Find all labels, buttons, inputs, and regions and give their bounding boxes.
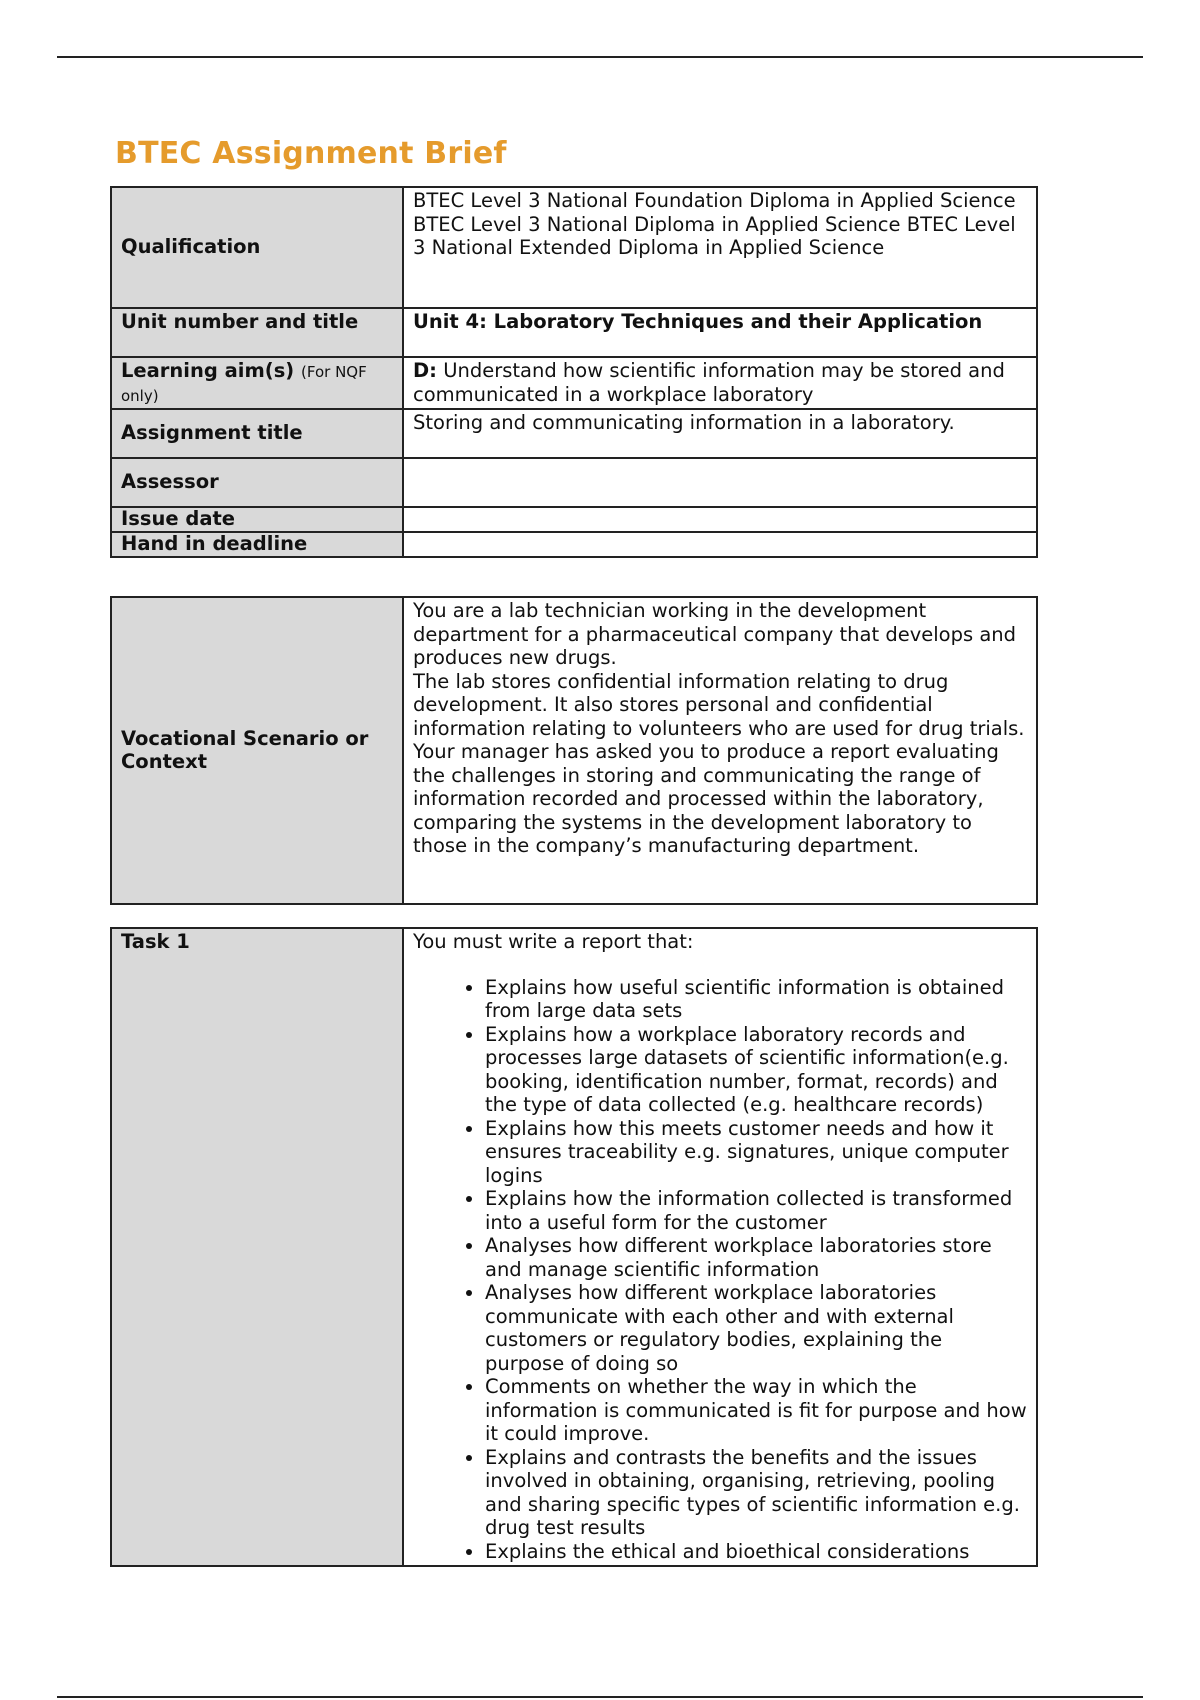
scenario-label: Vocational Scenario or Context — [111, 597, 403, 904]
task1-row — [111, 928, 1037, 1566]
qualification-value: BTEC Level 3 National Foundation Diploma in Applied Science BTEC Level 3 National Diploma in Applied Science BTEC Level 3 National Extended Diploma in Applied Science — [403, 187, 1037, 308]
assignment-title-row — [111, 409, 1037, 458]
learning-aim-row — [111, 357, 1037, 409]
brief-details-table — [110, 186, 1038, 558]
task1-bullet: • Comments on whether the way in which the information is communicated is fit for purpose and how it could improve. — [485, 1375, 1027, 1446]
learning-aim-label: Learning aim(s) — [121, 359, 295, 382]
learning-aim-value-cell — [403, 357, 1037, 409]
issue-date-row — [111, 507, 1037, 532]
learning-aim-value: Understand how scientific information may be stored and communicated in a workplace laboratory — [413, 359, 1005, 406]
scenario-text — [403, 597, 1037, 904]
deadline-row — [111, 532, 1037, 557]
task1-bullet: • Explains how a workplace laboratory records and processes large datasets of scientific information(e.g. booking, identification number, format, records) and the type of data collected (e.g. healthcare records) — [485, 1023, 1027, 1117]
learning-aim-label-cell — [111, 357, 403, 409]
task1-bullet: • Explains how the information collected is transformed into a useful form for the customer — [485, 1187, 1027, 1234]
assessor-row — [111, 458, 1037, 507]
unit-value: Unit 4: Laboratory Techniques and their Application — [403, 308, 1037, 357]
task1-bullet: • Analyses how different workplace laboratories store and manage scientific information — [485, 1234, 1027, 1281]
deadline-value — [403, 532, 1037, 557]
learning-aim-prefix: D: — [413, 359, 437, 382]
scenario-table — [110, 596, 1038, 905]
deadline-label: Hand in deadline — [111, 532, 403, 557]
issue-date-value — [403, 507, 1037, 532]
issue-date-label: Issue date — [111, 507, 403, 532]
qualification-label: Qualification — [111, 187, 403, 308]
assignment-title-label: Assignment title — [111, 409, 403, 458]
task1-bullet-list — [413, 976, 1027, 1564]
assessor-label: Assessor — [111, 458, 403, 507]
task1-intro: You must write a report that: — [413, 930, 694, 953]
footer-rule — [57, 1696, 1143, 1698]
task1-bullet: • Explains how useful scientific information is obtained from large data sets — [485, 976, 1027, 1023]
task1-content — [403, 928, 1037, 1566]
scenario-paragraph: Your manager has asked you to produce a report evaluating the challenges in storing and communicating the range of information recorded and processed within the laboratory, comparing the systems in the development laboratory to those in the company’s manufacturing department. — [413, 740, 999, 857]
header-rule — [57, 56, 1143, 58]
qualification-row — [111, 187, 1037, 308]
unit-row — [111, 308, 1037, 357]
scenario-paragraph: The lab stores confidential information relating to drug development. It also stores personal and confidential information relating to volunteers who are used for drug trials. — [413, 669, 1025, 740]
task1-bullet: • Explains the ethical and bioethical considerations — [485, 1540, 1027, 1564]
task1-label: Task 1 — [111, 928, 403, 1566]
task1-bullet: • Explains how this meets customer needs and how it ensures traceability e.g. signatures, unique computer logins — [485, 1117, 1027, 1188]
assignment-title-value: Storing and communicating information in a laboratory. — [403, 409, 1037, 458]
scenario-paragraph: You are a lab technician working in the development department for a pharmaceutical company that develops and produces new drugs. — [413, 599, 1017, 669]
scenario-row — [111, 597, 1037, 904]
task1-bullet: • Analyses how different workplace laboratories communicate with each other and with external customers or regulatory bodies, explaining the purpose of doing so — [485, 1281, 1027, 1375]
learning-aim-note: (For NQF only) — [121, 363, 367, 405]
unit-label: Unit number and title — [111, 308, 403, 357]
assessor-value — [403, 458, 1037, 507]
page-title: BTEC Assignment Brief — [115, 136, 507, 171]
task1-bullet: • Explains and contrasts the benefits and the issues involved in obtaining, organising, retrieving, pooling and sharing specific types of scientific information e.g. drug test results — [485, 1446, 1027, 1540]
task-table — [110, 927, 1038, 1567]
